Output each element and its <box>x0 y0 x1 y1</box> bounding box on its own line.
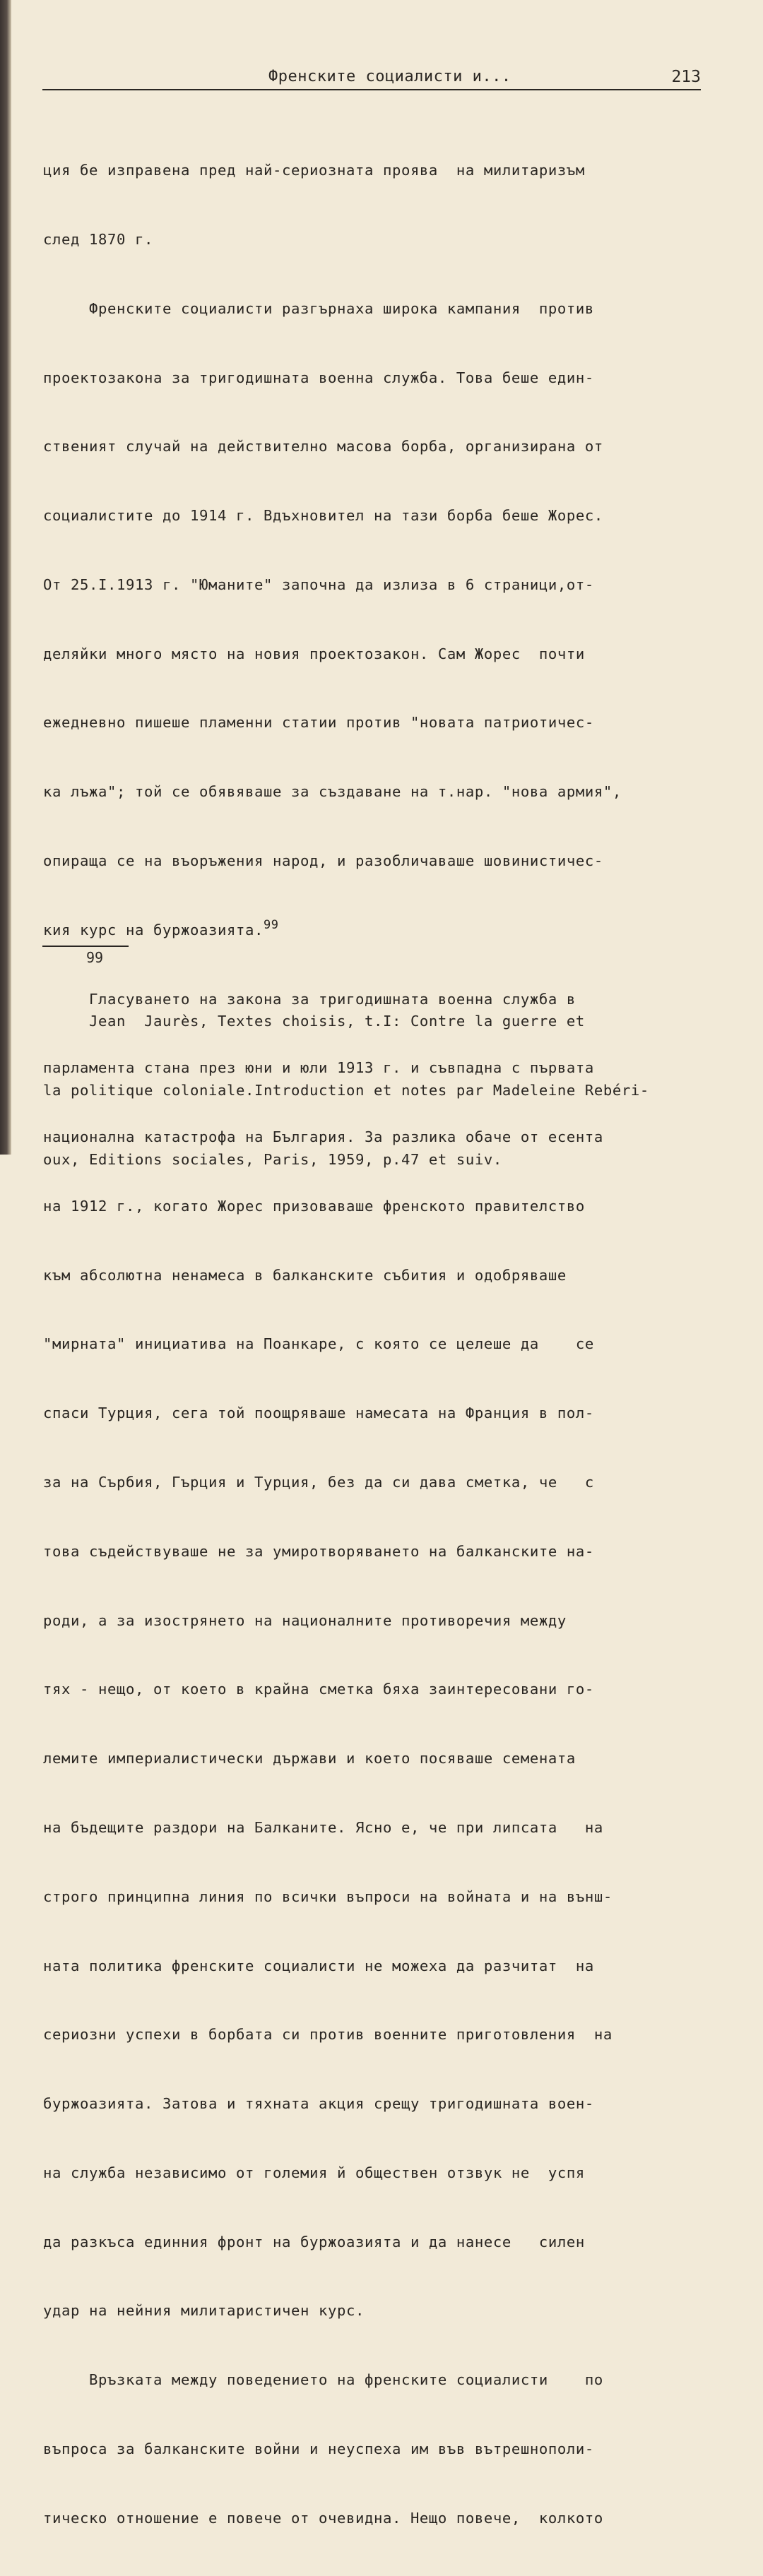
text-line: на 1912 г., когато Жорес призоваваше френското правителство <box>43 1197 585 1215</box>
text-line: за на Сърбия, Гърция и Турция, без да си дава сметка, че с <box>43 1474 594 1491</box>
page-number: 213 <box>671 68 701 86</box>
running-head <box>42 68 701 92</box>
text-line: парламента стана през юни и юли 1913 г. и съвпадна с първата <box>43 1059 594 1077</box>
footnote-reference[interactable]: 99 <box>263 917 279 932</box>
text-line: сериозни успехи в борбата си против военните приготовления на <box>43 2026 613 2044</box>
footnote-line: Jean Jaurès, Textes choisis, t.I: Contre la guerre et <box>43 1013 585 1030</box>
text-line-with-footnote-ref <box>43 919 702 942</box>
footnote-line: la politique coloniale.Introduction et notes par Madeleine Rebéri- <box>43 1081 649 1099</box>
text-line: ственият случай на действително масова борба, организирана от <box>43 438 603 455</box>
footnote-line: oux, Editions sociales, Paris, 1959, p.47 et suiv. <box>43 1150 502 1168</box>
text-line: опираща се на въоръжения народ, и разобличаваше шовинистичес- <box>43 852 603 869</box>
text-line: ната политика френските социалисти не можеха да разчитат на <box>43 1957 594 1974</box>
body-text <box>43 113 702 2576</box>
text-line: ка лъжа"; той се обявяваше за създаване на т.нар. "нова армия", <box>43 783 622 801</box>
text-line: Френските социалисти разгърнаха широка кампания против <box>43 299 594 317</box>
footnote-rule <box>42 946 129 947</box>
running-title: Френските социалисти и... <box>268 68 511 85</box>
text-line: национална катастрофа на България. За разлика обаче от есента <box>43 1128 603 1146</box>
text-line: тях - нещо, от което в крайна сметка бяха заинтересовани го- <box>43 1681 594 1698</box>
text-line: към абсолютна ненамеса в балканските събития и одобряваше <box>43 1266 567 1284</box>
text-line: спаси Турция, сега той поощряваше намесата на Франция в пол- <box>43 1405 594 1422</box>
text-line: тическо отношение е повече от очевидна. Нещо повече, колкото <box>43 2509 603 2527</box>
text-line: деляйки много място на новия проектозакон. Сам Жорес почти <box>43 645 585 662</box>
text-line: строго принципна линия по всички въпроси на войната и на външ- <box>43 1888 613 1905</box>
text-line: удар на нейния милитаристичен курс. <box>43 2302 365 2320</box>
text-line: на бъдещите раздори на Балканите. Ясно е, че при липсата на <box>43 1818 603 1836</box>
text-line: да разкъса единния фронт на буржоазията и да нанесе силен <box>43 2233 585 2250</box>
text-line: кия курс на буржоазията. <box>43 921 264 938</box>
text-line: на служба независимо от големия й обществен отзвук не успя <box>43 2164 585 2181</box>
footnote <box>43 964 702 1217</box>
text-line: ция бе изправена пред най-сериозната проява на милитаризъм <box>43 162 585 179</box>
header-rule <box>42 89 701 90</box>
text-line: проектозакона за тригодишната военна служба. Това беше един- <box>43 369 594 386</box>
text-line: Гласуването на закона за тригодишната военна служба в <box>43 990 576 1008</box>
text-line: "мирната" инициатива на Поанкаре, с която се целеше да се <box>43 1335 594 1353</box>
text-line: Връзката между поведението на френските социалисти по <box>43 2371 603 2389</box>
text-line: буржоазията. Затова и тяхната акция срещу тригодишната воен- <box>43 2095 594 2113</box>
text-line: От 25.I.1913 г. "Юманите" започна да излиза в 6 страници,от- <box>43 576 594 593</box>
text-line: лемите империалистически държави и което посяваше семената <box>43 1750 576 1767</box>
text-line: въпроса за балканските войни и неуспеха им във вътрешнополи- <box>43 2440 594 2457</box>
text-line: социалистите до 1914 г. Вдъхновител на тази борба беше Жорес. <box>43 507 603 525</box>
text-line: ежедневно пишеше пламенни статии против "новата патриотичес- <box>43 714 594 732</box>
footnote-number: 99 <box>86 949 104 966</box>
text-line: роди, а за изострянето на националните противоречия между <box>43 1611 567 1629</box>
text-line: след 1870 г. <box>43 230 153 248</box>
text-line: това съдействуваше не за умиротворяването на балканските на- <box>43 1542 594 1560</box>
